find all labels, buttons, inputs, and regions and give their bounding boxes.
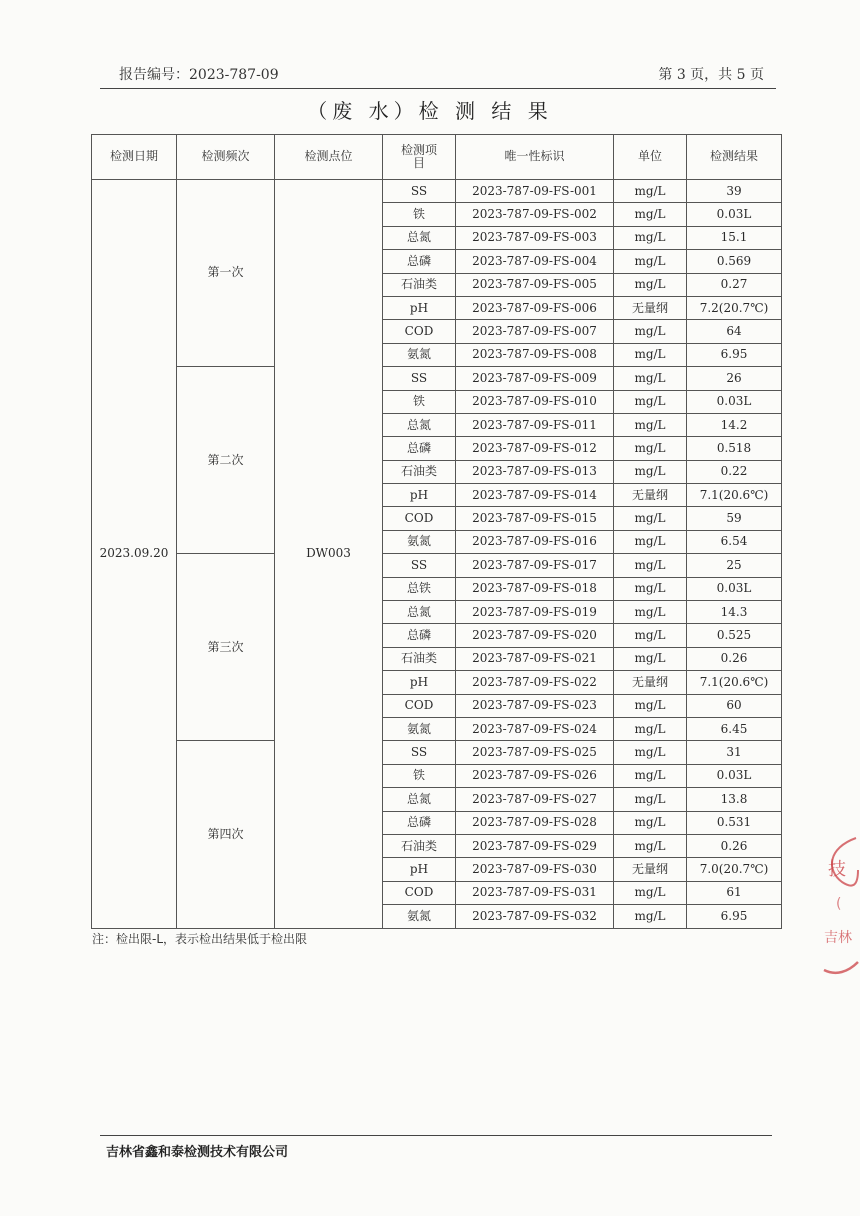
cell-result: 0.26 xyxy=(687,647,782,670)
cell-unit: mg/L xyxy=(614,180,687,203)
cell-item: COD xyxy=(383,320,456,343)
cell-frequency: 第一次 xyxy=(177,180,275,367)
cell-unit: mg/L xyxy=(614,413,687,436)
table-row xyxy=(92,180,782,203)
cell-item: 石油类 xyxy=(383,273,456,296)
col-header-item: 检测项目 xyxy=(383,135,456,180)
cell-unique-id: 2023-787-09-FS-007 xyxy=(456,320,614,343)
cell-item: pH xyxy=(383,858,456,881)
cell-unique-id: 2023-787-09-FS-026 xyxy=(456,764,614,787)
cell-unique-id: 2023-787-09-FS-001 xyxy=(456,180,614,203)
cell-result: 0.525 xyxy=(687,624,782,647)
cell-result: 14.2 xyxy=(687,413,782,436)
cell-result: 6.54 xyxy=(687,530,782,553)
cell-unique-id: 2023-787-09-FS-005 xyxy=(456,273,614,296)
cell-item: SS xyxy=(383,367,456,390)
cell-result: 61 xyxy=(687,881,782,904)
cell-unique-id: 2023-787-09-FS-016 xyxy=(456,530,614,553)
cell-result: 31 xyxy=(687,741,782,764)
cell-unique-id: 2023-787-09-FS-011 xyxy=(456,413,614,436)
cell-unit: mg/L xyxy=(614,764,687,787)
cell-unit: 无量纲 xyxy=(614,484,687,507)
cell-unit: mg/L xyxy=(614,367,687,390)
cell-unit: mg/L xyxy=(614,273,687,296)
col-header-point: 检测点位 xyxy=(275,135,383,180)
results-table xyxy=(91,134,782,929)
cell-unique-id: 2023-787-09-FS-029 xyxy=(456,834,614,857)
cell-item: 总氮 xyxy=(383,788,456,811)
seal-stamp-fragment xyxy=(818,830,860,990)
cell-result: 26 xyxy=(687,367,782,390)
cell-unit: mg/L xyxy=(614,507,687,530)
cell-item: 总氮 xyxy=(383,413,456,436)
cell-item: 氨氮 xyxy=(383,905,456,928)
cell-result: 0.26 xyxy=(687,834,782,857)
cell-unit: 无量纲 xyxy=(614,671,687,694)
col-header-unit: 单位 xyxy=(614,135,687,180)
cell-unique-id: 2023-787-09-FS-019 xyxy=(456,601,614,624)
table-row xyxy=(92,741,782,764)
cell-unit: 无量纲 xyxy=(614,296,687,319)
cell-unit: mg/L xyxy=(614,811,687,834)
cell-result: 0.518 xyxy=(687,437,782,460)
cell-unique-id: 2023-787-09-FS-006 xyxy=(456,296,614,319)
cell-result: 14.3 xyxy=(687,601,782,624)
cell-unit: mg/L xyxy=(614,343,687,366)
cell-unit: mg/L xyxy=(614,530,687,553)
cell-result: 0.03L xyxy=(687,764,782,787)
cell-unit: mg/L xyxy=(614,437,687,460)
cell-unique-id: 2023-787-09-FS-024 xyxy=(456,717,614,740)
svg-text:技: 技 xyxy=(828,859,846,880)
cell-item: 铁 xyxy=(383,764,456,787)
cell-unique-id: 2023-787-09-FS-015 xyxy=(456,507,614,530)
cell-result: 60 xyxy=(687,694,782,717)
cell-result: 7.1(20.6℃) xyxy=(687,671,782,694)
cell-item: 石油类 xyxy=(383,834,456,857)
col-header-frequency: 检测频次 xyxy=(177,135,275,180)
cell-item: 总磷 xyxy=(383,811,456,834)
cell-unique-id: 2023-787-09-FS-017 xyxy=(456,554,614,577)
cell-result: 7.1(20.6℃) xyxy=(687,484,782,507)
cell-unit: mg/L xyxy=(614,834,687,857)
cell-unit: mg/L xyxy=(614,717,687,740)
cell-item: 铁 xyxy=(383,203,456,226)
cell-item: 氨氮 xyxy=(383,343,456,366)
cell-unique-id: 2023-787-09-FS-003 xyxy=(456,226,614,249)
cell-result: 39 xyxy=(687,180,782,203)
cell-result: 7.2(20.7℃) xyxy=(687,296,782,319)
cell-item: 总磷 xyxy=(383,250,456,273)
table-body xyxy=(92,180,782,929)
col-header-unique-id: 唯一性标识 xyxy=(456,135,614,180)
cell-unit: mg/L xyxy=(614,554,687,577)
cell-unique-id: 2023-787-09-FS-014 xyxy=(456,484,614,507)
cell-item: 氨氮 xyxy=(383,530,456,553)
cell-result: 64 xyxy=(687,320,782,343)
cell-unique-id: 2023-787-09-FS-022 xyxy=(456,671,614,694)
cell-unique-id: 2023-787-09-FS-010 xyxy=(456,390,614,413)
svg-text:吉林: 吉林 xyxy=(824,930,852,946)
cell-result: 25 xyxy=(687,554,782,577)
cell-item: SS xyxy=(383,741,456,764)
cell-unique-id: 2023-787-09-FS-027 xyxy=(456,788,614,811)
cell-result: 6.95 xyxy=(687,343,782,366)
cell-item: COD xyxy=(383,881,456,904)
cell-frequency: 第二次 xyxy=(177,367,275,554)
page-info: 第 3 页，共 5 页 xyxy=(658,67,764,83)
cell-item: 石油类 xyxy=(383,460,456,483)
cell-item: 总氮 xyxy=(383,601,456,624)
cell-item: SS xyxy=(383,180,456,203)
col-header-result: 检测结果 xyxy=(687,135,782,180)
cell-item: 总氮 xyxy=(383,226,456,249)
cell-result: 6.45 xyxy=(687,717,782,740)
cell-unit: mg/L xyxy=(614,601,687,624)
cell-unit: mg/L xyxy=(614,390,687,413)
company-name: 吉林省鑫和泰检测技术有限公司 xyxy=(106,1145,289,1160)
cell-unit: mg/L xyxy=(614,226,687,249)
cell-unique-id: 2023-787-09-FS-018 xyxy=(456,577,614,600)
cell-unit: mg/L xyxy=(614,905,687,928)
cell-unique-id: 2023-787-09-FS-004 xyxy=(456,250,614,273)
table-header-row xyxy=(92,135,782,180)
cell-unique-id: 2023-787-09-FS-032 xyxy=(456,905,614,928)
cell-result: 0.27 xyxy=(687,273,782,296)
header-divider xyxy=(100,88,776,89)
cell-item: COD xyxy=(383,694,456,717)
cell-item: SS xyxy=(383,554,456,577)
svg-text:(: ( xyxy=(836,896,842,912)
cell-result: 0.22 xyxy=(687,460,782,483)
cell-item: COD xyxy=(383,507,456,530)
cell-item: 氨氮 xyxy=(383,717,456,740)
cell-unique-id: 2023-787-09-FS-002 xyxy=(456,203,614,226)
cell-item: pH xyxy=(383,296,456,319)
cell-unique-id: 2023-787-09-FS-020 xyxy=(456,624,614,647)
cell-result: 0.03L xyxy=(687,577,782,600)
cell-unit: mg/L xyxy=(614,460,687,483)
cell-result: 15.1 xyxy=(687,226,782,249)
cell-result: 0.569 xyxy=(687,250,782,273)
cell-result: 0.531 xyxy=(687,811,782,834)
cell-unit: mg/L xyxy=(614,203,687,226)
cell-unit: mg/L xyxy=(614,624,687,647)
document-title: （废 水）检 测 结 果 xyxy=(307,99,553,123)
cell-date: 2023.09.20 xyxy=(92,180,177,929)
table-row xyxy=(92,367,782,390)
col-header-date: 检测日期 xyxy=(92,135,177,180)
report-number: 报告编号：2023-787-09 xyxy=(119,67,279,83)
cell-item: 总铁 xyxy=(383,577,456,600)
cell-unique-id: 2023-787-09-FS-012 xyxy=(456,437,614,460)
cell-item: 总磷 xyxy=(383,624,456,647)
cell-unit: mg/L xyxy=(614,741,687,764)
cell-unit: mg/L xyxy=(614,320,687,343)
cell-unique-id: 2023-787-09-FS-023 xyxy=(456,694,614,717)
cell-unique-id: 2023-787-09-FS-025 xyxy=(456,741,614,764)
cell-unique-id: 2023-787-09-FS-009 xyxy=(456,367,614,390)
table-row xyxy=(92,554,782,577)
cell-point: DW003 xyxy=(275,180,383,929)
cell-item: 石油类 xyxy=(383,647,456,670)
cell-unit: mg/L xyxy=(614,250,687,273)
cell-item: pH xyxy=(383,671,456,694)
cell-unit: mg/L xyxy=(614,881,687,904)
cell-unique-id: 2023-787-09-FS-008 xyxy=(456,343,614,366)
cell-unique-id: 2023-787-09-FS-021 xyxy=(456,647,614,670)
cell-unit: mg/L xyxy=(614,694,687,717)
cell-frequency: 第三次 xyxy=(177,554,275,741)
cell-frequency: 第四次 xyxy=(177,741,275,928)
cell-result: 13.8 xyxy=(687,788,782,811)
cell-result: 59 xyxy=(687,507,782,530)
cell-unit: 无量纲 xyxy=(614,858,687,881)
cell-result: 7.0(20.7℃) xyxy=(687,858,782,881)
cell-unit: mg/L xyxy=(614,647,687,670)
cell-unique-id: 2023-787-09-FS-030 xyxy=(456,858,614,881)
cell-unique-id: 2023-787-09-FS-028 xyxy=(456,811,614,834)
cell-item: pH xyxy=(383,484,456,507)
cell-item: 铁 xyxy=(383,390,456,413)
footnote: 注：检出限-L，表示检出结果低于检出限 xyxy=(92,932,308,946)
cell-unit: mg/L xyxy=(614,788,687,811)
cell-result: 0.03L xyxy=(687,390,782,413)
cell-result: 6.95 xyxy=(687,905,782,928)
cell-unique-id: 2023-787-09-FS-013 xyxy=(456,460,614,483)
cell-result: 0.03L xyxy=(687,203,782,226)
cell-unit: mg/L xyxy=(614,577,687,600)
cell-item: 总磷 xyxy=(383,437,456,460)
footer-divider xyxy=(100,1135,772,1136)
cell-unique-id: 2023-787-09-FS-031 xyxy=(456,881,614,904)
